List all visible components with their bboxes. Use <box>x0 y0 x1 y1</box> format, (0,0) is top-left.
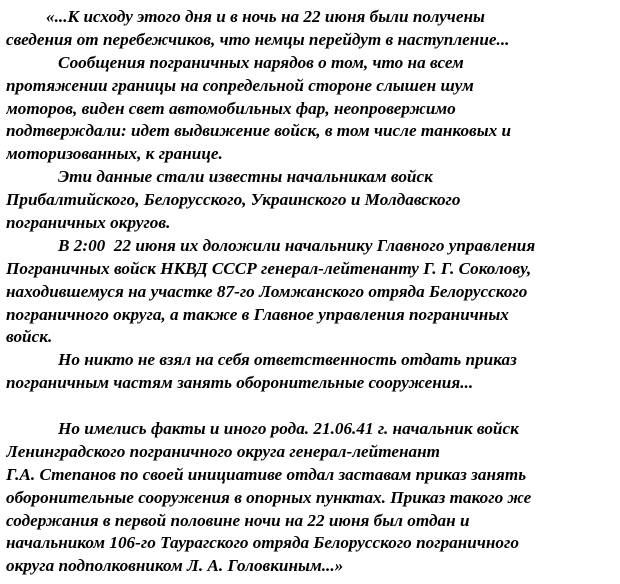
text-line: сведения от перебежчиков, что немцы перейдут в наступление... <box>6 29 510 49</box>
text-line: начальником 106-го Таурагского отряда Белорусского пограничного <box>6 533 519 553</box>
paragraph-3 <box>6 166 614 235</box>
text-line: пограничного округа, а также в Главное управления пограничных <box>6 304 509 324</box>
text-line: Но никто не взял на себя ответственность отдать приказ <box>58 350 517 370</box>
paragraph-5 <box>6 349 614 395</box>
text-line: округа подполковником Л. А. Головкиным...» <box>6 556 344 576</box>
text-line: моторизованных, к границе. <box>6 144 223 164</box>
text-line: протяжении границы на сопредельной стороне слышен шум <box>6 75 474 95</box>
text-line: подтверждали: идет выдвижение войск, в том числе танковых и <box>6 121 512 141</box>
paragraph-4 <box>6 235 614 349</box>
paragraph-2 <box>6 52 614 166</box>
text-line: Ленинградского пограничного округа генерал-лейтенант <box>6 441 441 461</box>
paragraph-6 <box>6 418 614 578</box>
text-line: Прибалтийского, Белорусского, Украинского и Молдавского <box>6 190 461 210</box>
paragraph-1 <box>6 6 614 52</box>
text-line: Сообщения пограничных нарядов о том, что на всем <box>58 52 464 72</box>
text-line: Пограничных войск НКВД СССР генерал-лейтенанту Г. Г. Соколову, <box>6 258 532 278</box>
text-line: В 2:00 22 июня их доложили начальнику Главного управления <box>58 235 536 255</box>
text-line: содержания в первой половине ночи на 22 июня был отдан и <box>6 510 470 530</box>
text-line: «...К исходу этого дня и в ночь на 22 июня были получены <box>46 7 485 26</box>
paragraph-spacer <box>6 395 614 418</box>
text-line: Г.А. Степанов по своей инициативе отдал заставам приказ занять <box>6 464 527 484</box>
text-line: оборонительные сооружения в опорных пунктах. Приказ такого же <box>6 487 532 507</box>
text-line: пограничных округов. <box>6 213 171 233</box>
text-line: Но имелись факты и иного рода. 21.06.41 г. начальник войск <box>58 419 519 439</box>
text-line: моторов, виден свет автомобильных фар, неопровержимо <box>6 98 456 118</box>
text-line: Эти данные стали известны начальникам войск <box>58 167 433 187</box>
text-line: находившемуся на участке 87-го Ломжанского отряда Белорусского <box>6 281 528 301</box>
text-line: пограничным частям занять оборонительные сооружения... <box>6 373 474 393</box>
text-line: войск. <box>6 327 53 347</box>
